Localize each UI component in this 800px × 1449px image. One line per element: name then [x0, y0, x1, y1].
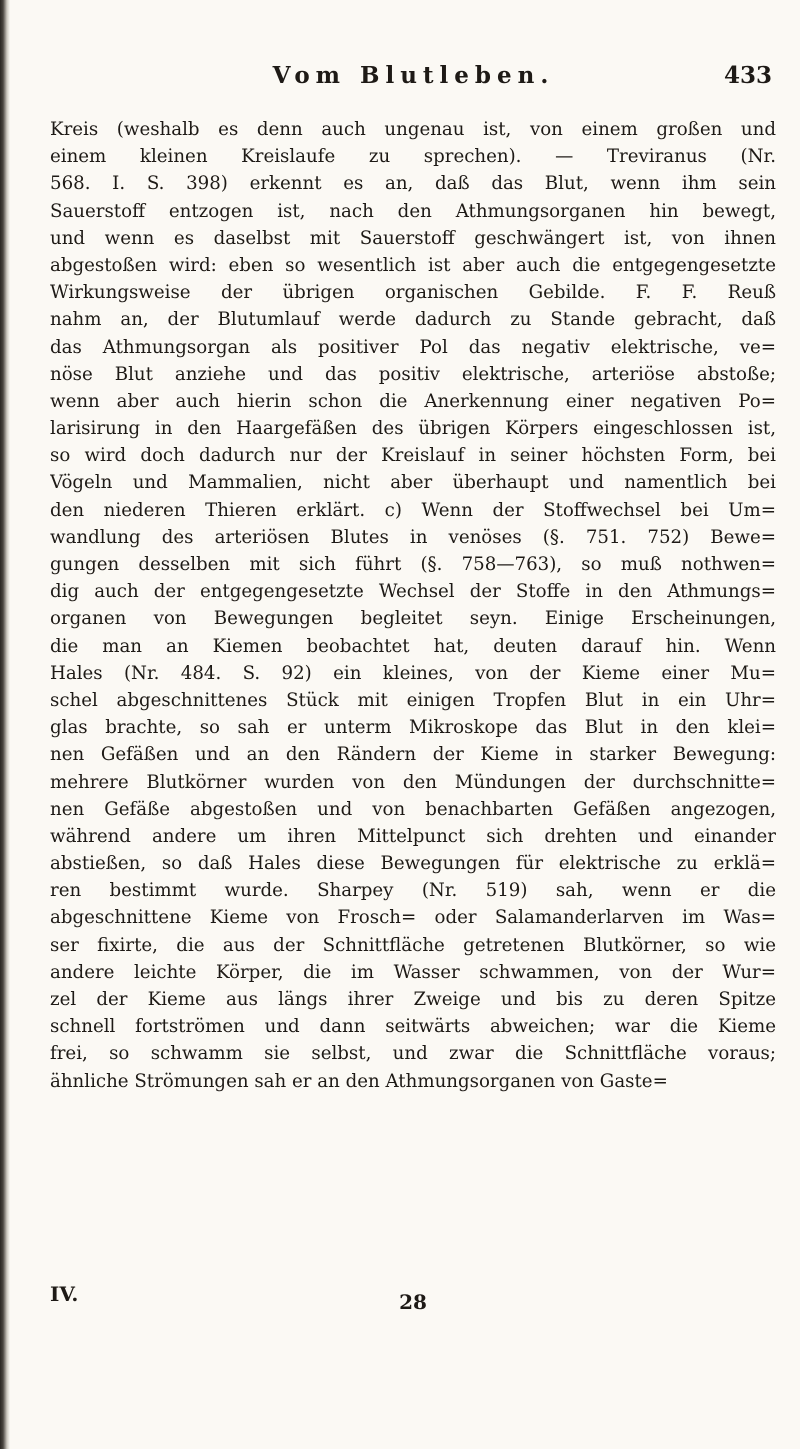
text-line: so wird doch dadurch nur der Kreislauf in seiner höchsten Form, bei	[50, 445, 776, 467]
text-line: das Athmungsorgan als positiver Pol das negativ elektrische, ve=	[50, 336, 776, 358]
text-line: ser fixirte, die aus der Schnittfläche getretenen Blutkörner, so wie	[50, 934, 776, 956]
signature-number: 28	[399, 1290, 427, 1314]
text-line: Hales (Nr. 484. S. 92) ein kleines, von der Kieme einer Mu=	[50, 662, 776, 684]
text-line: abstießen, so daß Hales diese Bewegungen für elektrische zu erklä=	[50, 853, 776, 875]
page-footer	[50, 1282, 776, 1312]
signature-mark: IV.	[50, 1282, 79, 1306]
text-line: wenn aber auch hierin schon die Anerkennung einer negativen Po=	[50, 390, 776, 412]
text-line: nen Gefäßen und an den Rändern der Kieme in starker Bewegung:	[50, 744, 776, 766]
text-line: glas brachte, so sah er unterm Mikroskope das Blut in den klei=	[50, 717, 776, 739]
text-line: und wenn es daselbst mit Sauerstoff geschwängert ist, von ihnen	[50, 227, 776, 249]
text-line: nahm an, der Blutumlauf werde dadurch zu Stande gebracht, daß	[50, 309, 776, 331]
text-line: nen Gefäße abgestoßen und von benachbarten Gefäßen angezogen,	[50, 798, 776, 820]
text-line: einem kleinen Kreislaufe zu sprechen). — Treviranus (Nr.	[50, 146, 776, 168]
text-line: wandlung des arteriösen Blutes in venöses (§. 751. 752) Bewe=	[50, 526, 776, 548]
text-line: andere leichte Körper, die im Wasser schwammen, von der Wur=	[50, 961, 776, 983]
text-line: 568. I. S. 398) erkennt es an, daß das Blut, wenn ihm sein	[50, 173, 776, 195]
text-line: dig auch der entgegengesetzte Wechsel der Stoffe in den Athmungs=	[50, 581, 776, 603]
text-line: Wirkungsweise der übrigen organischen Gebilde. F. F. Reuß	[50, 282, 776, 304]
text-line: organen von Bewegungen begleitet seyn. Einige Erscheinungen,	[50, 608, 776, 630]
text-line: frei, so schwamm sie selbst, und zwar die Schnittfläche voraus;	[50, 1043, 776, 1065]
text-line: ähnliche Strömungen sah er an den Athmungsorganen von Gaste=	[50, 1070, 668, 1092]
text-line: den niederen Thieren erklärt. c) Wenn der Stoffwechsel bei Um=	[50, 499, 776, 521]
text-line: larisirung in den Haargefäßen des übrigen Körpers eingeschlossen ist,	[50, 418, 776, 440]
text-line: die man an Kiemen beobachtet hat, deuten darauf hin. Wenn	[50, 635, 776, 657]
page-number: 433	[723, 62, 772, 89]
text-line: nöse Blut anziehe und das positiv elektrische, arteriöse abstoße;	[50, 363, 776, 385]
page-gutter	[0, 0, 10, 1449]
body-text	[50, 116, 776, 1095]
text-line: abgeschnittene Kieme von Frosch= oder Salamanderlarven im Was=	[50, 907, 776, 929]
text-line: zel der Kieme aus längs ihrer Zweige und bis zu deren Spitze	[50, 989, 776, 1010]
text-line: ren bestimmt wurde. Sharpey (Nr. 519) sah, wenn er die	[50, 880, 776, 902]
page-header	[55, 62, 772, 96]
text-line: Vögeln und Mammalien, nicht aber überhaupt und namentlich bei	[50, 472, 776, 494]
text-line: während andere um ihren Mittelpunct sich drehten und einander	[50, 825, 776, 847]
text-line: gungen desselben mit sich führt (§. 758—763), so muß nothwen=	[50, 554, 776, 575]
text-line: Kreis (weshalb es denn auch ungenau ist, von einem großen und	[50, 119, 776, 140]
text-line: Sauerstoff entzogen ist, nach den Athmungsorganen hin bewegt,	[50, 200, 776, 222]
running-title: Vom Blutleben.	[272, 62, 555, 89]
text-line: mehrere Blutkörner wurden von den Mündungen der durchschnitte=	[50, 771, 776, 793]
text-line: abgestoßen wird: eben so wesentlich ist aber auch die entgegengesetzte	[50, 254, 776, 276]
text-line: schnell fortströmen und dann seitwärts abweichen; war die Kieme	[50, 1016, 776, 1038]
text-line: schel abgeschnittenes Stück mit einigen Tropfen Blut in ein Uhr=	[50, 689, 776, 711]
